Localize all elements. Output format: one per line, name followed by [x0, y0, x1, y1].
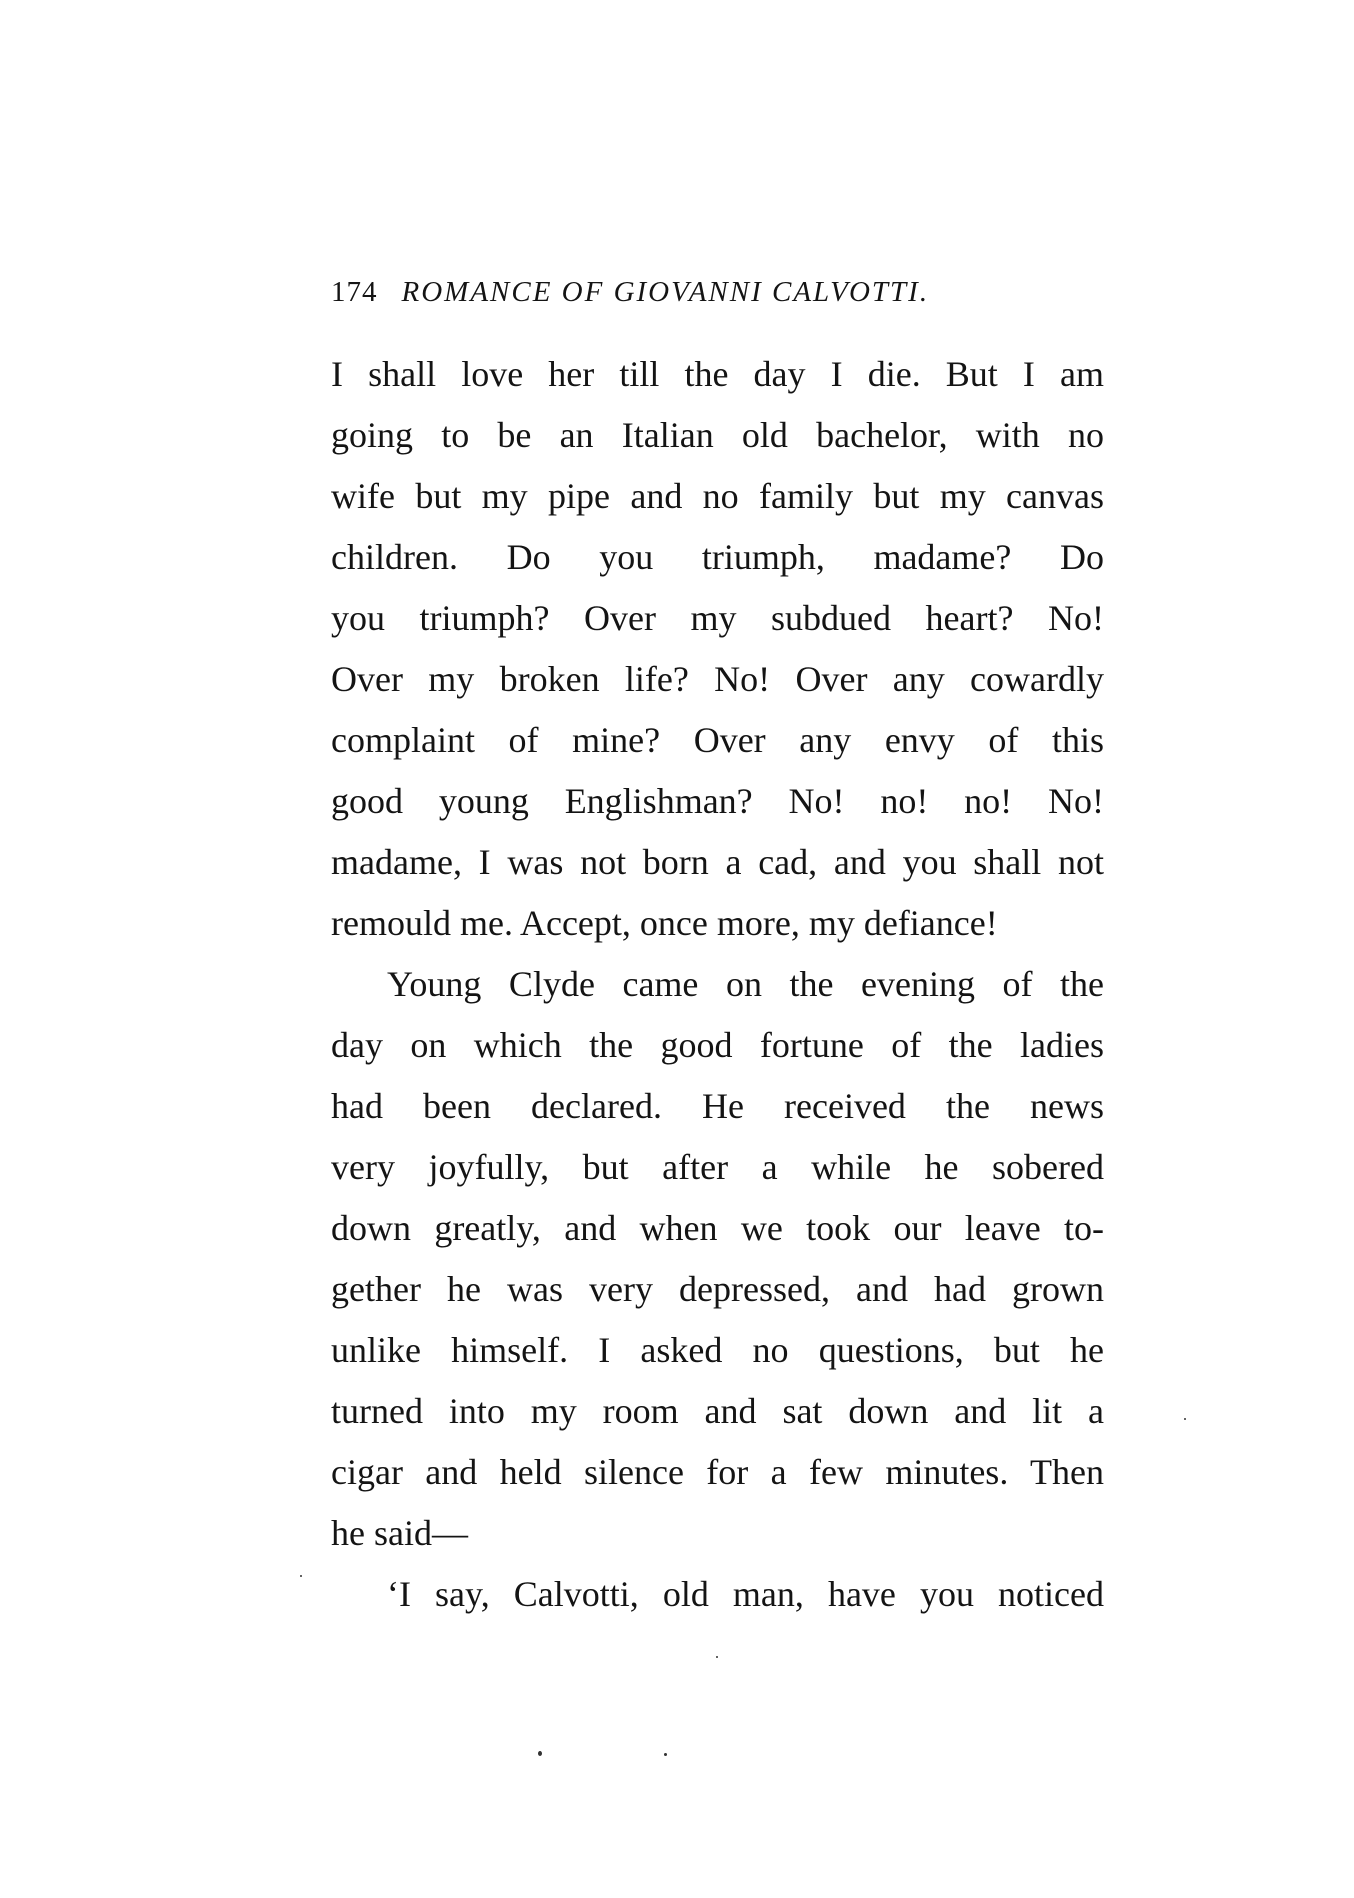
text-line: he said—	[331, 1513, 468, 1553]
text-line: gether he was very depressed, and had grown	[331, 1269, 1104, 1309]
text-line: day on which the good fortune of the ladies	[331, 1025, 1104, 1065]
text-line: good young Englishman? No! no! no! No!	[331, 781, 1104, 821]
text-line: had been declared. He received the news	[331, 1086, 1104, 1126]
text-line: Young Clyde came on the evening of the	[387, 964, 1104, 1004]
scan-speck	[538, 1751, 542, 1756]
text-line: Over my broken life? No! Over any cowardly	[331, 659, 1104, 699]
text-line: going to be an Italian old bachelor, with no	[331, 415, 1104, 455]
page-number: 174	[331, 276, 378, 308]
text-line: madame, I was not born a cad, and you shall not	[331, 842, 1104, 882]
text-line: ‘I say, Calvotti, old man, have you noticed	[387, 1574, 1104, 1614]
text-line: remould me. Accept, once more, my defiance!	[331, 903, 998, 943]
scan-speck	[1184, 1418, 1186, 1420]
text-line: turned into my room and sat down and lit a	[331, 1391, 1104, 1431]
body-text	[331, 344, 1104, 1625]
scan-speck	[664, 1753, 667, 1756]
text-line: down greatly, and when we took our leave to-	[331, 1208, 1104, 1248]
text-line: complaint of mine? Over any envy of this	[331, 720, 1104, 760]
text-line: I shall love her till the day I die. But I am	[331, 354, 1104, 394]
text-line: wife but my pipe and no family but my canvas	[331, 476, 1104, 516]
scan-speck	[716, 1656, 718, 1658]
running-title: ROMANCE OF GIOVANNI CALVOTTI.	[401, 276, 930, 308]
text-line: unlike himself. I asked no questions, but he	[331, 1330, 1104, 1370]
text-line: you triumph? Over my subdued heart? No!	[331, 598, 1104, 638]
scan-speck	[300, 1575, 302, 1577]
text-line: children. Do you triumph, madame? Do	[331, 537, 1104, 577]
text-line: very joyfully, but after a while he sobered	[331, 1147, 1104, 1187]
running-head	[331, 274, 929, 310]
text-line: cigar and held silence for a few minutes. Then	[331, 1452, 1104, 1492]
